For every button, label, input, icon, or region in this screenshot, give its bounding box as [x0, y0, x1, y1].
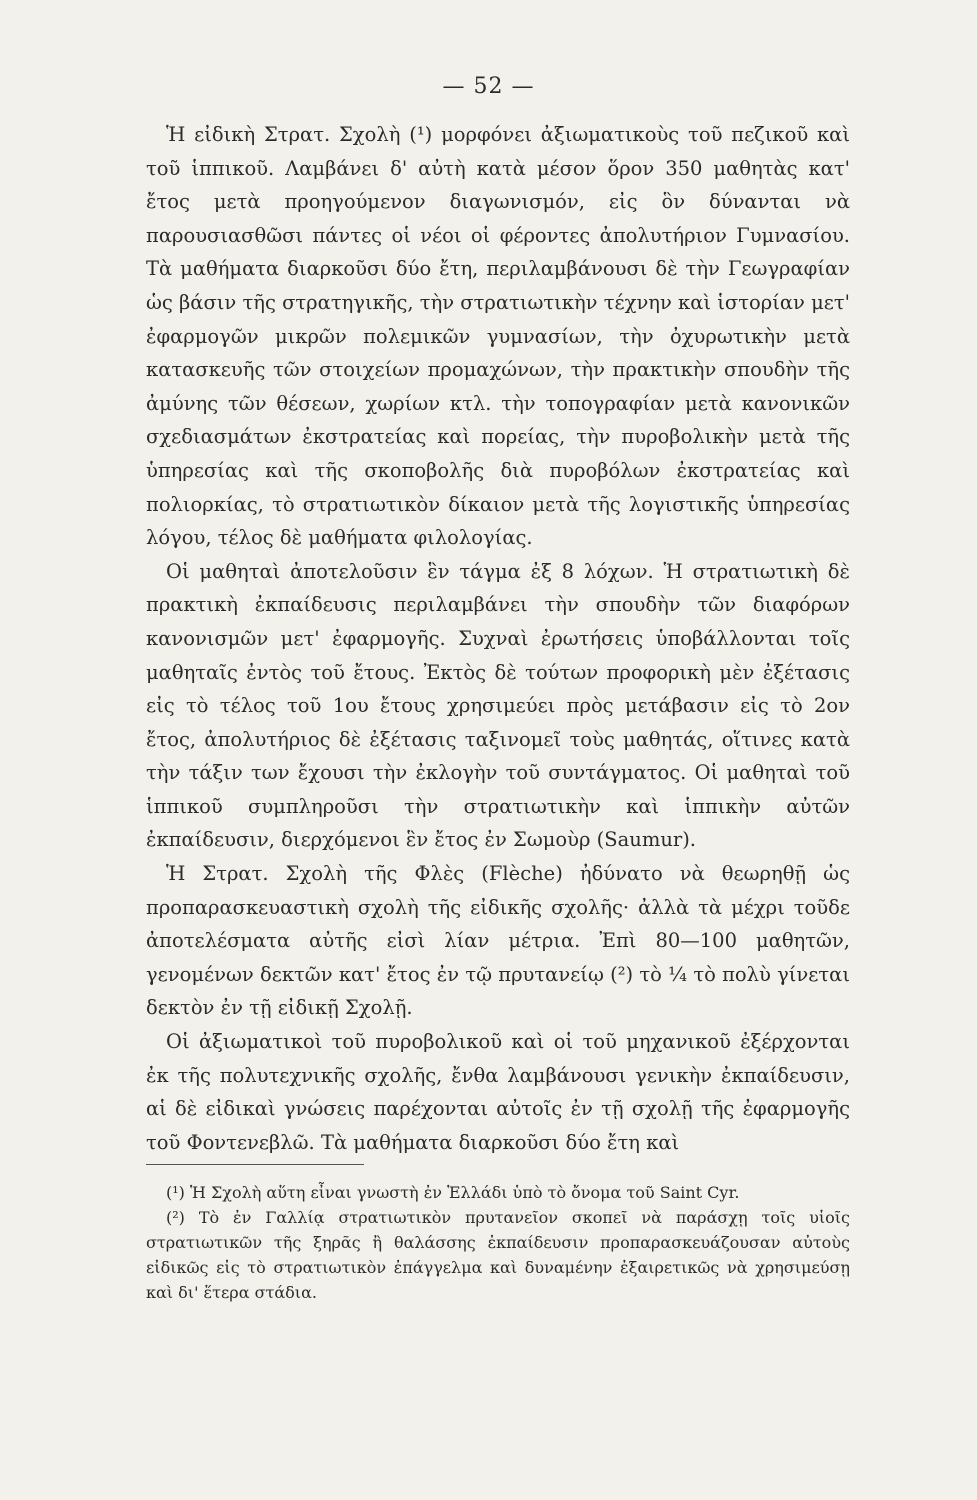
footnotes [146, 1180, 850, 1305]
footnote: (¹) Ἡ Σχολὴ αὕτη εἶναι γνωστὴ ἐν Ἑλλάδι ὑπὸ τὸ ὄνομα τοῦ Saint Cyr. [166, 1183, 740, 1202]
body-text [146, 118, 850, 1159]
paragraph: Ἡ Στρατ. Σχολὴ τῆς Φλὲς (Flèche) ἠδύνατο νὰ θεωρηθῇ ὡς προπαρασκευαστικὴ σχολὴ τῆς εἰδικῆς σχολῆς· ἀλλὰ τὰ μέχρι τοῦδε ἀποτελέσματα αὐτῆς εἰσὶ λίαν μέτρια. Ἐπὶ 80—100 μαθητῶν, γενομένων δεκτῶν κατ' ἔτος ἐν τῷ πρυτανείῳ (²) τὸ ¼ τὸ πολὺ γίνεται δεκτὸν ἐν τῇ εἰδικῇ Σχολῇ. [146, 862, 850, 1020]
paragraph: Οἱ ἀξιωματικοὶ τοῦ πυροβολικοῦ καὶ οἱ τοῦ μηχανικοῦ ἐξέρχονται ἐκ τῆς πολυτεχνικῆς σχολῆς, ἔνθα λαμβάνουσι γενικὴν ἐκπαίδευσιν, αἱ δὲ εἰδικαὶ γνώσεις παρέχονται αὐτοῖς ἐν τῇ σχολῇ τῆς ἐφαρμογῆς τοῦ Φοντενεβλῶ. Τὰ μαθήματα διαρκοῦσι δύο ἔτη καὶ [146, 1030, 850, 1154]
paragraph: Ἡ εἰδικὴ Στρατ. Σχολὴ (¹) μορφόνει ἀξιωματικοὺς τοῦ πεζικοῦ καὶ τοῦ ἱππικοῦ. Λαμβάνει δ' αὐτὴ κατὰ μέσον ὅρον 350 μαθητὰς κατ' ἔτος μετὰ προηγούμενον διαγωνισμόν, εἰς ὃν δύνανται νὰ παρουσιασθῶσι πάντες οἱ νέοι οἱ φέροντες ἀπολυτήριον Γυμνασίου. Τὰ μαθήματα διαρκοῦσι δύο ἔτη, περιλαμβάνουσι δὲ τὴν Γεωγραφίαν ὡς βάσιν τῆς στρατηγικῆς, τὴν στρατιωτικὴν τέχνην καὶ ἱστορίαν μετ' ἐφαρμογῶν μικρῶν πολεμικῶν γυμνασίων, τὴν ὀχυρωτικὴν μετὰ κατασκευῆς τῶν στοιχείων προμαχώνων, τὴν πρακτικὴν σπουδὴν τῆς ἀμύνης τῶν θέσεων, χωρίων κτλ. τὴν τοπογραφίαν μετὰ κανονικῶν σχεδιασμάτων ἐκστρατείας καὶ πορείας, τὴν πυροβολικὴν μετὰ τῆς ὑπηρεσίας καὶ τῆς σκοποβολῆς διὰ πυροβόλων ἐκστρατείας καὶ πολιορκίας, τὸ στρατιωτικὸν δίκαιον μετὰ τῆς λογιστικῆς ὑπηρεσίας λόγου, τέλος δὲ μαθήματα φιλολογίας. [146, 123, 850, 550]
footnote: (²) Τὸ ἐν Γαλλίᾳ στρατιωτικὸν πρυτανεῖον σκοπεῖ νὰ παράσχῃ τοῖς υἱοῖς στρατιωτικῶν τῆς ξηρᾶς ἢ θαλάσσης ἐκπαίδευσιν προπαρασκευάζουσαν αὐτοὺς εἰδικῶς εἰς τὸ στρατιωτικὸν ἐπάγγελμα καὶ δυναμένην ἐξαιρετικῶς νὰ χρησιμεύσῃ καὶ δι' ἕτερα στάδια. [146, 1208, 850, 1302]
paragraph: Οἱ μαθηταὶ ἀποτελοῦσιν ἓν τάγμα ἐξ 8 λόχων. Ἡ στρατιωτικὴ δὲ πρακτικὴ ἐκπαίδευσις περιλαμβάνει τὴν σπουδὴν τῶν διαφόρων κανονισμῶν μετ' ἐφαρμογῆς. Συχναὶ ἐρωτήσεις ὑποβάλλονται τοῖς μαθηταῖς ἐντὸς τοῦ ἔτους. Ἐκτὸς δὲ τούτων προφορικὴ μὲν ἐξέτασις εἰς τὸ τέλος τοῦ 1ου ἔτους χρησιμεύει πρὸς μετάβασιν εἰς τὸ 2ον ἔτος, ἀπολυτήριος δὲ ἐξέτασις ταξινομεῖ τοὺς μαθητάς, οἵτινες κατὰ τὴν τάξιν των ἔχουσι τὴν ἐκλογὴν τοῦ συντάγματος. Οἱ μαθηταὶ τοῦ ἱππικοῦ συμπληροῦσι τὴν στρατιωτικὴν καὶ ἱππικὴν αὐτῶν ἐκπαίδευσιν, διερχόμενοι ἓν ἔτος ἐν Σωμοὺρ (Saumur). [146, 559, 850, 852]
page-number: — 52 — [442, 74, 535, 99]
footnote-divider [146, 1164, 364, 1165]
